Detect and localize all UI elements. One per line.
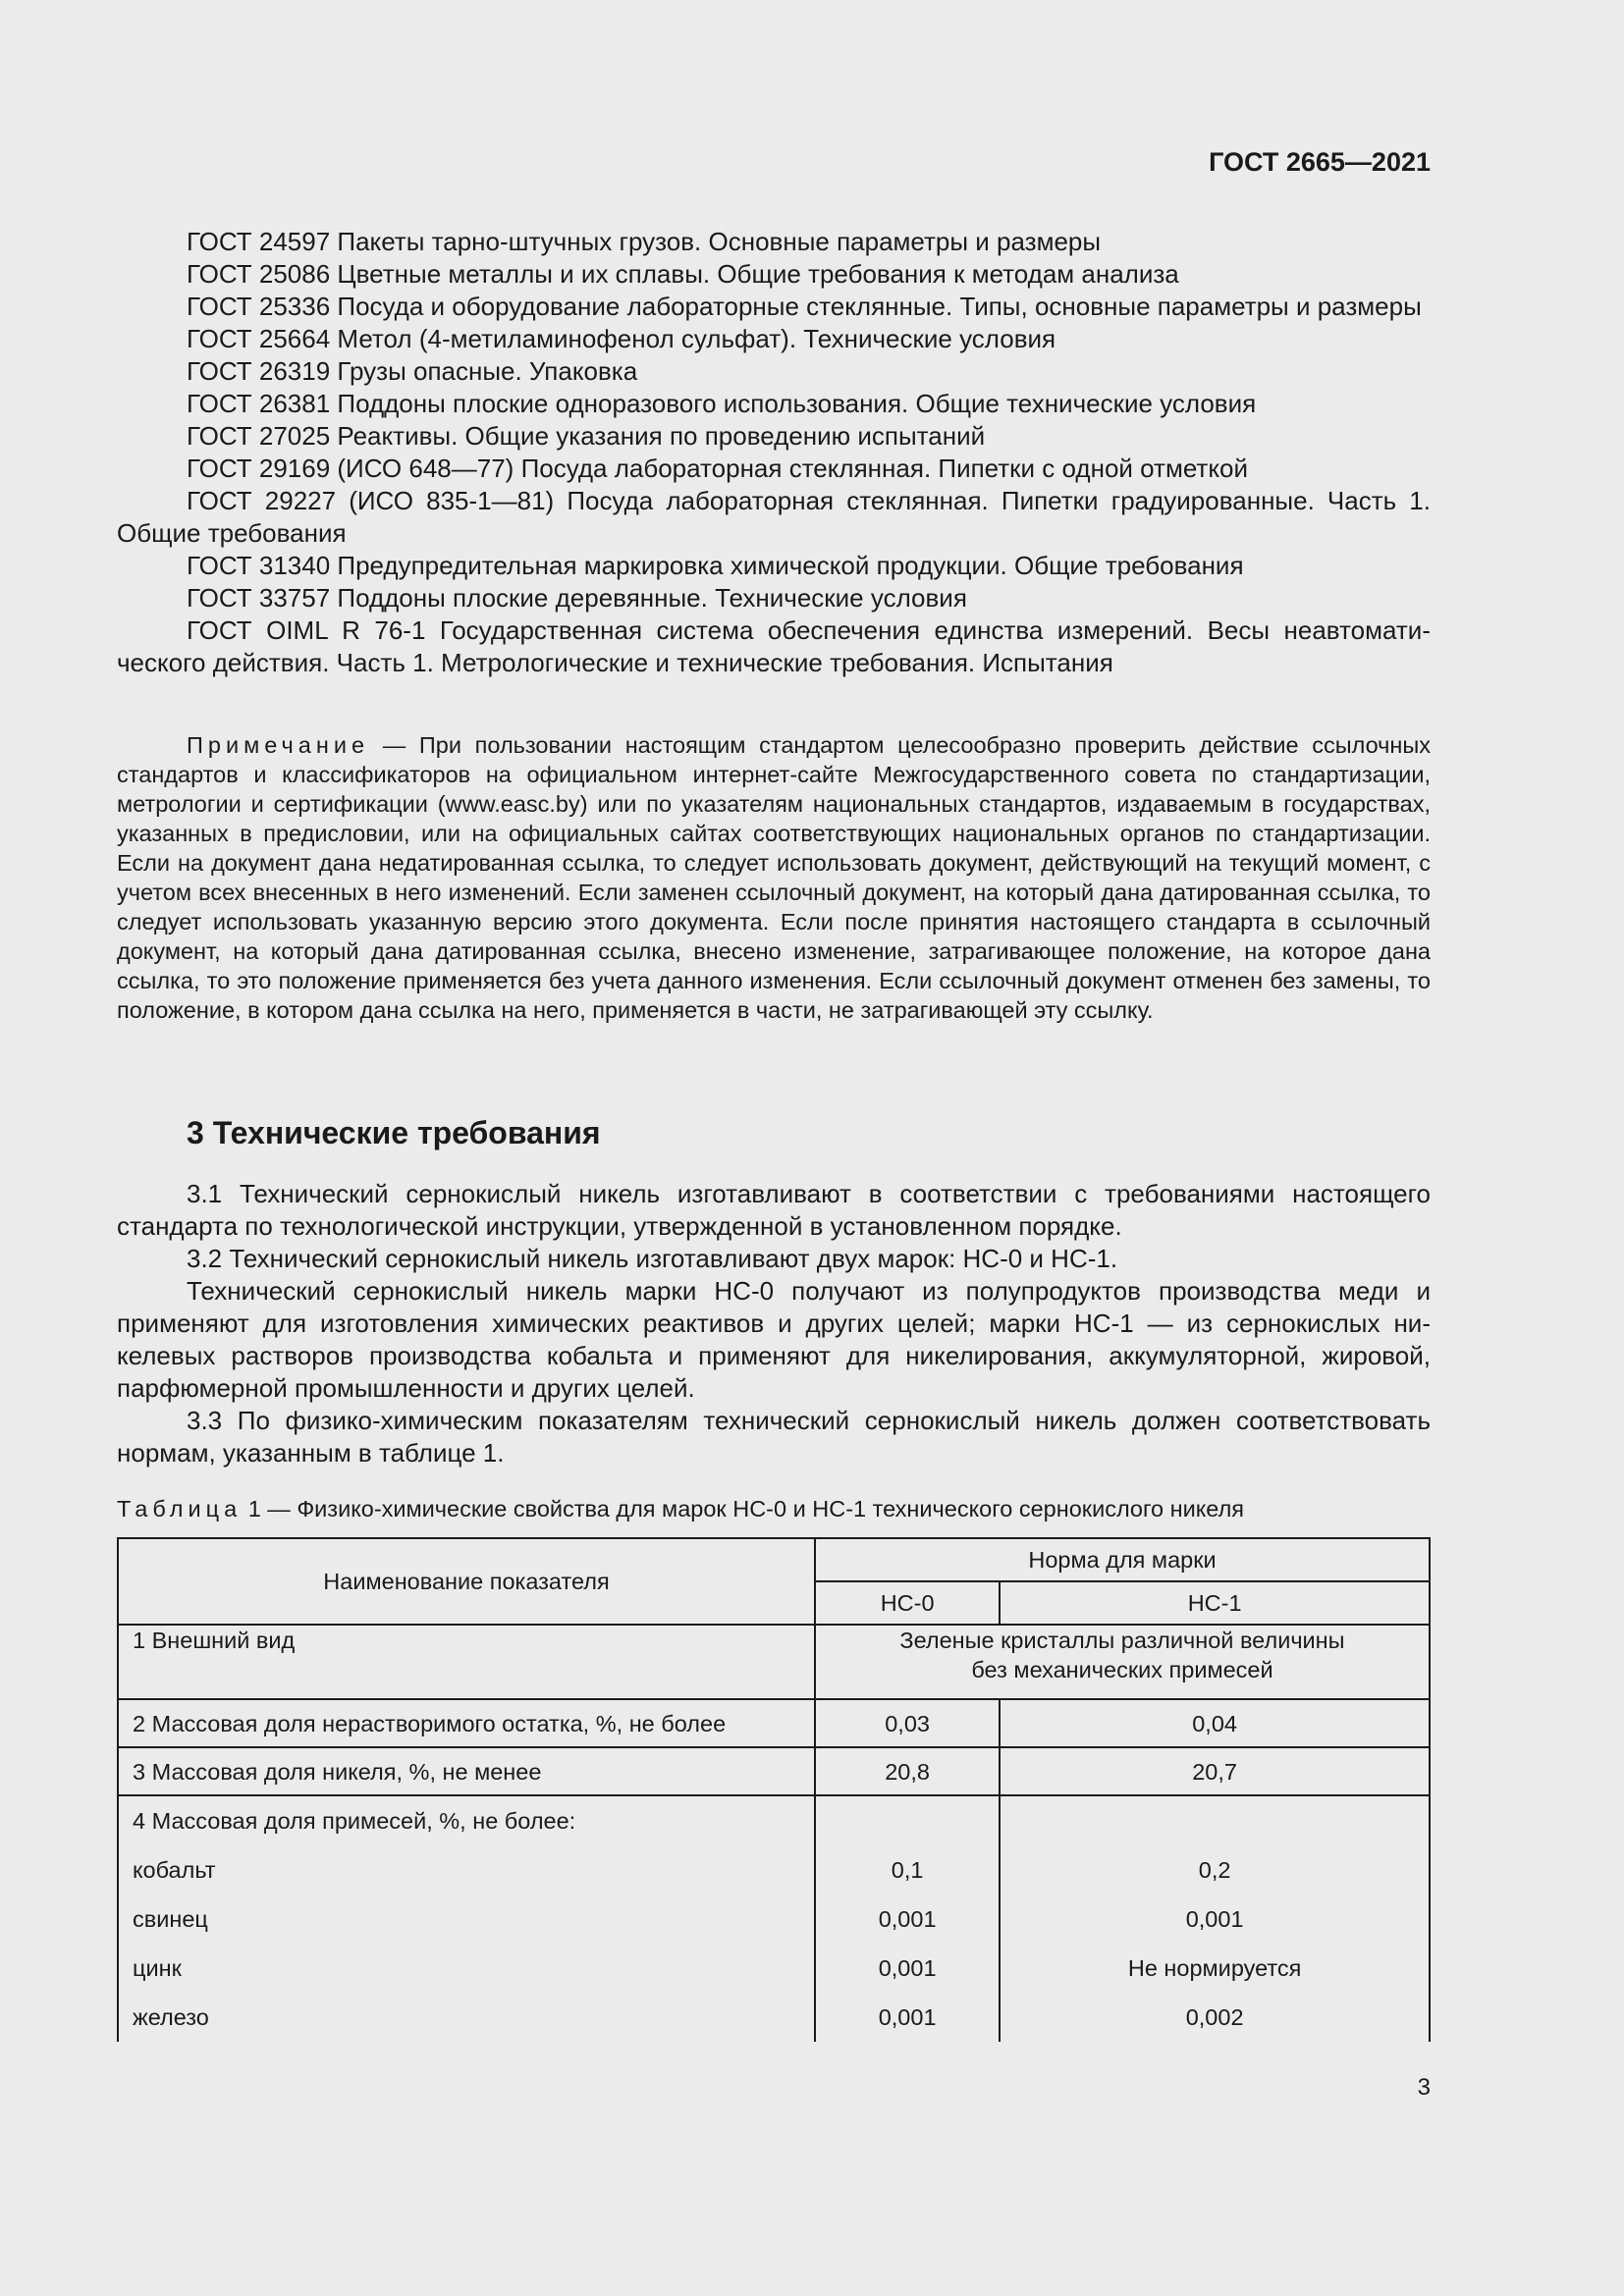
column-header-hc0: НС-0: [815, 1581, 1000, 1625]
row-name: 2 Массовая доля нерастворимого остатка, %, не более: [118, 1699, 815, 1747]
note-dash: —: [369, 732, 419, 758]
subrow-value-hc0: 0,1: [815, 1845, 1000, 1895]
table-subrow: [118, 1993, 1430, 2042]
note-label: Примечание: [187, 732, 370, 758]
subrow-value-hc1: 0,002: [1000, 1993, 1430, 2042]
subrow-name: железо: [118, 1993, 815, 2042]
row-value-hc0: 20,8: [815, 1747, 1000, 1795]
section-paragraph: Технический сернокислый никель марки НС-0 получают из полупродуктов производства меди и применяют для изготовления химических реактивов и других целей; марки НС-1 — из сернокислых никелевых растворов производства кобальта и применяют для никелирования, аккумуляторной, жировой, парфюмерной промышленности и других целей.: [117, 1276, 1431, 1403]
table-header-row: [118, 1538, 1430, 1581]
value-line: Зеленые кристаллы различной величины: [899, 1628, 1345, 1653]
reference-item: ГОСТ 27025 Реактивы. Общие указания по проведению испытаний: [187, 421, 986, 451]
subrow-name: цинк: [118, 1944, 815, 1993]
table-subrow: [118, 1845, 1430, 1895]
reference-item: ГОСТ 33757 Поддоны плоские деревянные. Технические условия: [187, 583, 967, 613]
properties-table: [117, 1537, 1431, 2042]
column-header-hc1: НС-1: [1000, 1581, 1430, 1625]
subrow-value-hc1: 0,001: [1000, 1895, 1430, 1944]
normative-references: [117, 226, 1431, 679]
subrow-name: свинец: [118, 1895, 815, 1944]
row-value: [815, 1625, 1430, 1699]
reference-item: ГОСТ OIML R 76-1 Государственная система обеспечения единства измерений. Весы неавтоматического действия. Часть 1. Метрологические и технические требования. Испытания: [117, 615, 1431, 677]
reference-item: ГОСТ 26319 Грузы опасные. Упаковка: [187, 356, 638, 386]
subrow-value-hc1: 0,2: [1000, 1845, 1430, 1895]
reference-item: ГОСТ 25336 Посуда и оборудование лабораторные стеклянные. Типы, основные параметры и размеры: [187, 292, 1422, 321]
table-subrow: [118, 1944, 1430, 1993]
table-caption-label: Таблица: [117, 1496, 243, 1522]
subrow-value-hc0: 0,001: [815, 1993, 1000, 2042]
subrow-value-hc1: Не нормируется: [1000, 1944, 1430, 1993]
section-body: [117, 1178, 1431, 1469]
reference-item: ГОСТ 29227 (ИСО 835-1—81) Посуда лабораторная стеклянная. Пипетки градуированные. Часть 1. Общие требования: [117, 486, 1431, 548]
section-paragraph: 3.3 По физико-химическим показателям технический сернокислый никель должен соответствовать нормам, указанным в таблице 1.: [117, 1406, 1431, 1468]
reference-item: ГОСТ 25664 Метол (4-метиламинофенол сульфат). Технические условия: [187, 324, 1056, 353]
table-subrow: [118, 1895, 1430, 1944]
row-name: 3 Массовая доля никеля, %, не менее: [118, 1747, 815, 1795]
row-value-hc0: 0,03: [815, 1699, 1000, 1747]
table-row: [118, 1625, 1430, 1699]
section-title: 3 Технические требования: [187, 1115, 601, 1150]
reference-item: ГОСТ 24597 Пакеты тарно-штучных грузов. Основные параметры и размеры: [187, 227, 1102, 256]
table-row: [118, 1699, 1430, 1747]
row-value-hc1: [1000, 1795, 1430, 1845]
row-name: 1 Внешний вид: [118, 1625, 815, 1699]
subrow-value-hc0: 0,001: [815, 1895, 1000, 1944]
value-line: без механических примесей: [971, 1657, 1273, 1682]
table-caption-text: 1 — Физико-химические свойства для марок НС-0 и НС-1 технического сернокислого никеля: [247, 1496, 1245, 1522]
row-value-hc1: 20,7: [1000, 1747, 1430, 1795]
row-name: 4 Массовая доля примесей, %, не более:: [118, 1795, 815, 1845]
note-paragraph: [117, 730, 1431, 1025]
reference-item: ГОСТ 29169 (ИСО 648—77) Посуда лабораторная стеклянная. Пипетки с одной отметкой: [187, 454, 1248, 483]
page-number: 3: [1417, 2074, 1431, 2101]
section-paragraph: 3.2 Технический сернокислый никель изготавливают двух марок: НС-0 и НС-1.: [187, 1244, 1118, 1273]
table-row: [118, 1795, 1430, 1845]
reference-item: ГОСТ 26381 Поддоны плоские одноразового использования. Общие технические условия: [187, 389, 1257, 418]
subrow-name: кобальт: [118, 1845, 815, 1895]
row-value-hc0: [815, 1795, 1000, 1845]
column-header-group: Норма для марки: [815, 1538, 1430, 1581]
table-row: [118, 1747, 1430, 1795]
page-header: ГОСТ 2665—2021: [1209, 147, 1431, 177]
subrow-value-hc0: 0,001: [815, 1944, 1000, 1993]
section-paragraph: 3.1 Технический сернокислый никель изготавливают в соответствии с требованиями настоящего стандарта по технологической инструкции, утвержденной в установленном порядке.: [117, 1179, 1431, 1241]
reference-item: ГОСТ 31340 Предупредительная маркировка химической продукции. Общие требования: [187, 551, 1244, 580]
note-text: При пользовании настоящим стандартом целесообразно проверить действие ссылочных стандартов и классификаторов на официальном интернет-сайте Межгосударственного совета по стандартизации, метрологии и сертификации (www.easc.by) или по указателям национальных стандартов, издаваемым в государствах, указанных в предисловии, или на официальных сайтах соответствующих национальных органов по стандартизации. Если на документ дана недатированная ссылка, то следует использовать документ, действующий на текущий момент, с учетом всех внесенных в него изменений. Если заменен ссылочный документ, на который дана датированная ссылка, то следует использовать указанную версию этого документа. Если после принятия настоящего стандарта в ссылочный документ, на который дана датированная ссылка, внесено изменение, затрагивающее положение, на которое дана ссылка, то это положение применяется без учета данного изменения. Если ссылочный документ отменен без замены, то положение, в котором дана ссылка на него, применяется в части, не затрагивающей эту ссылку.: [117, 732, 1431, 1023]
reference-item: ГОСТ 25086 Цветные металлы и их сплавы. Общие требования к методам анализа: [187, 259, 1179, 289]
column-header-name: Наименование показателя: [118, 1538, 815, 1625]
table-caption: [117, 1494, 1431, 1523]
row-value-hc1: 0,04: [1000, 1699, 1430, 1747]
